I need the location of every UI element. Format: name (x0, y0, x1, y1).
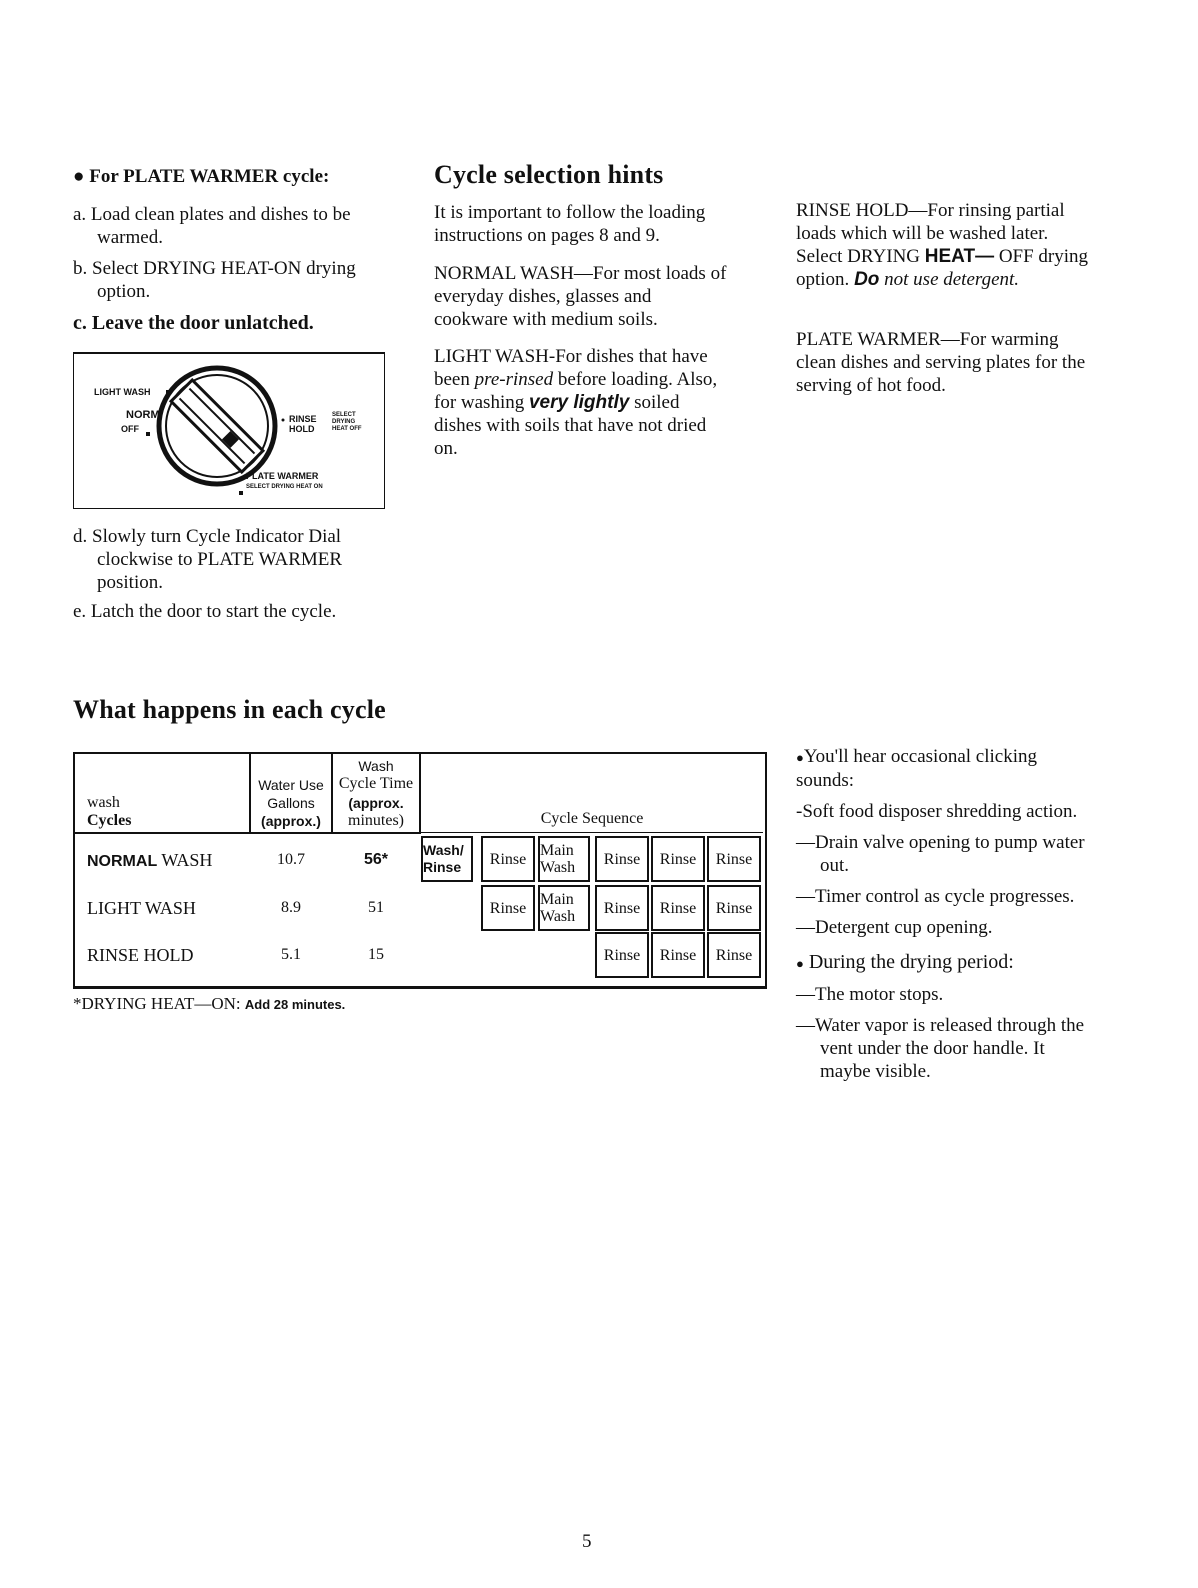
hints-intro: It is important to follow the loading instructions on pages 8 and 9. (434, 202, 706, 246)
cycles-table (73, 752, 767, 989)
seq-rinse: Rinse (707, 885, 761, 931)
plate-warmer-step-c: c. Leave the door unlatched. (73, 312, 314, 334)
seq-rinse: Rinse (481, 836, 535, 882)
gallons-rinse-hold: 5.1 (281, 946, 301, 963)
col-header-gallons: Gallons (267, 795, 315, 811)
col-header-minutes: minutes) (348, 812, 404, 829)
drying-intro: ● During the drying period: (796, 951, 1014, 973)
plate-warmer-section (73, 166, 393, 188)
seq-rinse: Rinse (651, 932, 705, 978)
gallons-normal: 10.7 (277, 851, 305, 868)
sounds-intro: ●You'll hear occasional clicking sounds: (796, 746, 1037, 791)
col-header-cycle-sequence: Cycle Sequence (540, 810, 644, 827)
dial-select-drying-heat-off-label: SELECT DRYING HEAT OFF (332, 412, 362, 432)
bullet-icon: ● (796, 956, 804, 971)
hints-plate-warmer: PLATE WARMER—For warming clean dishes and serving plates for the serving of hot food. (796, 329, 1086, 396)
table-row: RINSE HOLD (87, 945, 194, 965)
hints-title: Cycle selection hints (434, 160, 664, 189)
seq-wash-rinse: Wash/ Rinse (421, 836, 473, 882)
table-row: NORMAL WASH (87, 850, 213, 870)
drying-item: —The motor stops. (796, 984, 944, 1005)
sounds-item: —Drain valve opening to pump water out. (796, 832, 1085, 876)
table-row: LIGHT WASH (87, 898, 196, 918)
dial-rinse-hold-label: RINSE HOLD (289, 414, 317, 434)
sounds-item: -Soft food disposer shredding action. (796, 801, 1078, 822)
dial-light-wash-label: LIGHT WASH (94, 387, 151, 397)
seq-rinse: Rinse (707, 932, 761, 978)
dial-off-label: OFF (121, 424, 139, 434)
gallons-light: 8.9 (281, 899, 301, 916)
plate-warmer-step-a: a. Load clean plates and dishes to be warmed. (73, 204, 351, 248)
cycles-title: What happens in each cycle (73, 695, 386, 724)
sounds-item: —Timer control as cycle progresses. (796, 886, 1075, 907)
plate-warmer-step-d: d. Slowly turn Cycle Indicator Dial clockwise to PLATE WARMER position. (73, 526, 343, 593)
dial-normal-label: NORM (126, 409, 160, 421)
seq-rinse: Rinse (595, 932, 649, 978)
col-header-wash-time: Wash (358, 758, 394, 774)
hints-rinse-hold: RINSE HOLD—For rinsing partial loads which will be washed later. Select DRYING HEAT— OFF drying option. Do not use detergent. (796, 200, 1089, 290)
sounds-section (796, 745, 1096, 1083)
seq-rinse: Rinse (651, 836, 705, 882)
seq-rinse: Rinse (595, 836, 649, 882)
plate-warmer-heading: ● For PLATE WARMER cycle: (73, 166, 330, 187)
seq-rinse: Rinse (651, 885, 705, 931)
minutes-normal: 56* (363, 851, 389, 868)
plate-warmer-step-e: e. Latch the door to start the cycle. (73, 601, 337, 622)
drying-item: —Water vapor is released through the vent under the door handle. It maybe visible. (796, 1015, 1085, 1082)
col-header-water-use: Water Use (258, 777, 324, 793)
hints-normal-wash: NORMAL WASH—For most loads of everyday dishes, glasses and cookware with medium soils. (434, 263, 727, 330)
bullet-icon: ● (796, 750, 804, 765)
dial-select-drying-heat-on-label: SELECT DRYING HEAT ON (246, 484, 323, 490)
seq-rinse: Rinse (481, 885, 535, 931)
sounds-item: —Detergent cup opening. (796, 917, 993, 938)
seq-rinse: Rinse (707, 836, 761, 882)
plate-warmer-step-b: b. Select DRYING HEAT-ON drying option. (73, 258, 356, 302)
seq-rinse: Rinse (595, 885, 649, 931)
col-header-approx: (approx.) (261, 813, 321, 829)
col-header-cycle-time: Cycle Time (338, 775, 414, 792)
drying-heat-footnote: *DRYING HEAT—ON: Add 28 minutes. (73, 994, 346, 1013)
minutes-light: 51 (368, 899, 384, 916)
seq-main-wash: Main Wash (538, 836, 590, 882)
bullet-icon: ● (73, 166, 85, 187)
col-header-wash: wash (87, 794, 120, 811)
minutes-rinse-hold: 15 (368, 946, 384, 963)
hints-light-wash: LIGHT WASH-For dishes that have been pre-rinsed before loading. Also, for washing very lightly soiled dishes with soils that have not dried on. (434, 346, 718, 459)
dial-plate-warmer-label: PLATE WARMER (246, 471, 319, 481)
page-number: 5 (582, 1531, 592, 1552)
col-header-cycles: Cycles (87, 812, 132, 829)
col-header-approx-minutes: (approx. (348, 795, 404, 811)
cycle-dial-figure (73, 352, 385, 509)
seq-main-wash: Main Wash (538, 885, 590, 931)
